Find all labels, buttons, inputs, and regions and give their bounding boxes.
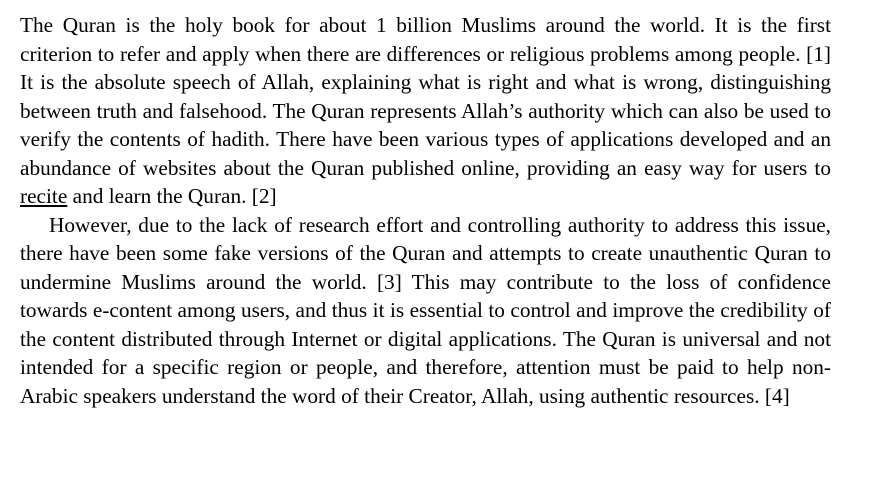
paragraph-intro-text-end: and learn the Quran. [2] <box>67 184 277 208</box>
underlined-word-recite: recite <box>20 184 68 208</box>
paragraph-intro-text-start: The Quran is the holy book for about 1 billion Muslims around the world. It is the first criterion to refer and apply when there are differences or religious problems among people. [1] It is the absolute speech of Allah, explaining what is right and what is wrong, distinguishing between truth and falsehood. The Quran represents Allah’s authority which can also be used to verify the contents of hadith. There have been various types of applications developed and an abundance of websites about the Quran published online, providing an easy way for users to <box>20 13 831 180</box>
document-body <box>20 11 831 410</box>
paragraph-problem: However, due to the lack of research effort and controlling authority to address this issue, there have been some fake versions of the Quran and attempts to create unauthentic Quran to undermine Muslims around the world. [3] This may contribute to the loss of confidence towards e-content among users, and thus it is essential to control and improve the credibility of the content distributed through Internet or digital applications. The Quran is universal and not intended for a specific region or people, and therefore, attention must be paid to help non-Arabic speakers understand the word of their Creator, Allah, using authentic resources. [4] <box>20 212 831 408</box>
paragraph-intro <box>20 11 831 211</box>
